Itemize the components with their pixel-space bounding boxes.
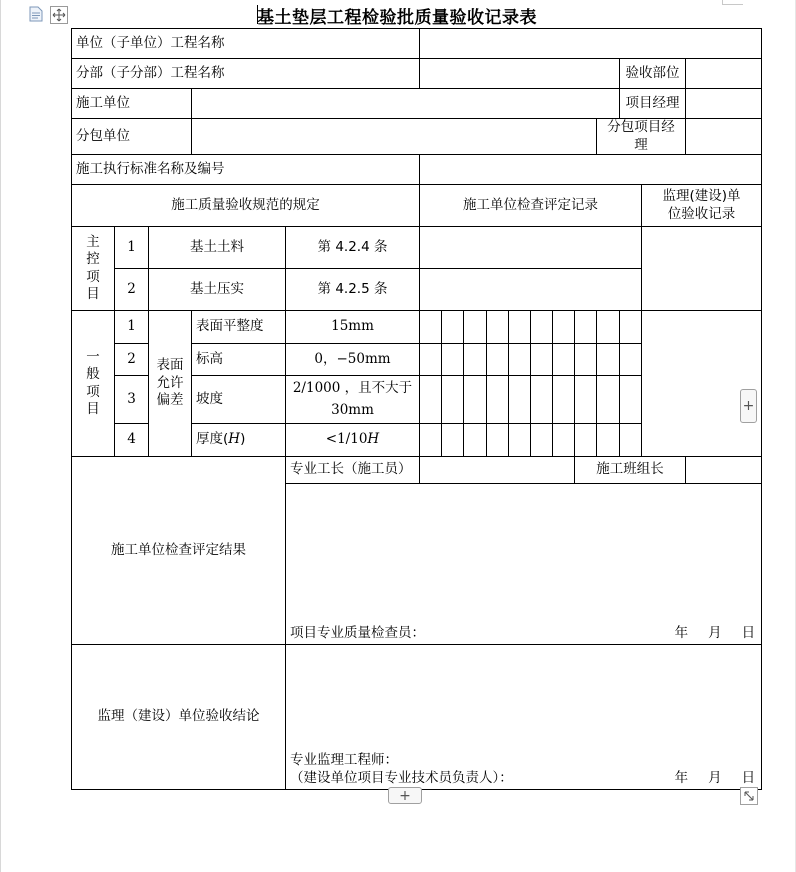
sub-project-input[interactable] — [420, 59, 620, 89]
general-item-name: 表面平整度 — [192, 311, 286, 344]
supervisor-conclusion-label: 监理（建设）单位验收结论 — [72, 645, 286, 790]
measurement-cell[interactable] — [464, 424, 487, 457]
subcontract-unit-input[interactable] — [192, 119, 597, 155]
main-item-clause: 第 4.2.5 条 — [286, 269, 420, 311]
measurement-cell[interactable] — [464, 376, 487, 424]
subcontract-unit-label: 分包单位 — [72, 119, 192, 155]
construction-result-label: 施工单位检查评定结果 — [72, 457, 286, 645]
page-corner-mark — [722, 0, 743, 5]
measurement-cell[interactable] — [531, 376, 553, 424]
subcontract-manager-label: 分包项目经理 — [597, 119, 686, 155]
measurement-cell[interactable] — [420, 344, 442, 376]
measurement-cell[interactable] — [597, 424, 620, 457]
measurement-cell[interactable] — [442, 311, 464, 344]
general-item-name: 厚度(H) — [192, 424, 286, 457]
project-manager-input[interactable] — [686, 89, 762, 119]
main-item-record-cell[interactable] — [420, 227, 642, 269]
owner-representative-label: （建设单位项目专业技术员负责人）： — [290, 769, 513, 786]
inspection-record-table — [71, 28, 762, 790]
main-control-label: 主 控 项 目 — [72, 227, 115, 311]
construction-unit-input[interactable] — [192, 89, 620, 119]
measurement-cell[interactable] — [487, 344, 509, 376]
measurement-cell[interactable] — [487, 424, 509, 457]
general-item-number: 2 — [115, 344, 149, 376]
measurement-cell[interactable] — [420, 311, 442, 344]
general-item-number: 3 — [115, 376, 149, 424]
tolerance-group-label: 表面 允许 偏差 — [149, 311, 192, 457]
spec-column-header: 施工质量验收规范的规定 — [72, 185, 420, 227]
signature-date: 年 月 日 — [674, 769, 756, 786]
foreman-label: 专业工长（施工员） — [286, 457, 420, 484]
general-item-number: 1 — [115, 311, 149, 344]
measurement-cell[interactable] — [597, 376, 620, 424]
foreman-input[interactable] — [420, 457, 575, 484]
measurement-cell[interactable] — [509, 344, 531, 376]
general-item-number: 4 — [115, 424, 149, 457]
measurement-cell[interactable] — [620, 344, 642, 376]
team-leader-label: 施工班组长 — [575, 457, 686, 484]
measurement-cell[interactable] — [531, 311, 553, 344]
document-icon — [29, 6, 43, 22]
measurement-cell[interactable] — [509, 311, 531, 344]
general-item-value: <1/10H — [286, 424, 420, 457]
main-item-clause: 第 4.2.4 条 — [286, 227, 420, 269]
page-edge — [0, 0, 1, 872]
main-supervisor-cell[interactable] — [642, 227, 762, 311]
measurement-cell[interactable] — [553, 376, 575, 424]
supervisor-column-header: 监理(建设)单 位验收记录 — [642, 185, 762, 227]
main-item-number: 1 — [115, 227, 149, 269]
main-item-name: 基土土料 — [149, 227, 286, 269]
measurement-cell[interactable] — [575, 311, 597, 344]
measurement-cell[interactable] — [575, 344, 597, 376]
measurement-cell[interactable] — [620, 424, 642, 457]
check-record-column-header: 施工单位检查评定记录 — [420, 185, 642, 227]
main-item-number: 2 — [115, 269, 149, 311]
general-item-name: 坡度 — [192, 376, 286, 424]
acceptance-part-input[interactable] — [686, 59, 762, 89]
measurement-cell[interactable] — [509, 376, 531, 424]
measurement-cell[interactable] — [575, 376, 597, 424]
measurement-cell[interactable] — [620, 311, 642, 344]
general-item-value: 15mm — [286, 311, 420, 344]
measurement-cell[interactable] — [487, 376, 509, 424]
unit-project-input[interactable] — [420, 29, 762, 59]
measurement-cell[interactable] — [553, 344, 575, 376]
general-item-name: 标高 — [192, 344, 286, 376]
subcontract-manager-input[interactable] — [686, 119, 762, 155]
general-supervisor-cell[interactable] — [642, 311, 762, 457]
signature-date: 年 月 日 — [674, 624, 756, 641]
measurement-cell[interactable] — [575, 424, 597, 457]
team-leader-input[interactable] — [686, 457, 762, 484]
measurement-cell[interactable] — [531, 344, 553, 376]
general-item-value: 2/1000 ，且不大于 30mm — [286, 376, 420, 424]
measurement-cell[interactable] — [420, 424, 442, 457]
project-manager-label: 项目经理 — [620, 89, 686, 119]
measurement-cell[interactable] — [487, 311, 509, 344]
measurement-cell[interactable] — [597, 344, 620, 376]
measurement-cell[interactable] — [553, 424, 575, 457]
quality-inspector-label: 项目专业质量检查员： — [290, 624, 425, 641]
standard-input[interactable] — [420, 155, 762, 185]
measurement-cell[interactable] — [597, 311, 620, 344]
measurement-cell[interactable] — [420, 376, 442, 424]
document-title[interactable]: 基土垫层工程检验批质量验收记录表 — [257, 8, 537, 28]
construction-result-cell[interactable] — [286, 484, 762, 645]
add-row-button[interactable]: + — [388, 787, 422, 804]
measurement-cell[interactable] — [464, 311, 487, 344]
measurement-cell[interactable] — [531, 424, 553, 457]
main-item-name: 基土压实 — [149, 269, 286, 311]
acceptance-part-label: 验收部位 — [620, 59, 686, 89]
construction-unit-label: 施工单位 — [72, 89, 192, 119]
general-item-label: 一 般 项 目 — [72, 311, 115, 457]
table-resize-icon[interactable] — [740, 787, 758, 805]
measurement-cell[interactable] — [442, 344, 464, 376]
measurement-cell[interactable] — [442, 376, 464, 424]
measurement-cell[interactable] — [442, 424, 464, 457]
standard-label: 施工执行标准名称及编号 — [72, 155, 420, 185]
measurement-cell[interactable] — [509, 424, 531, 457]
table-move-handle-icon[interactable] — [50, 6, 68, 24]
unit-project-label: 单位（子单位）工程名称 — [72, 29, 420, 59]
measurement-cell[interactable] — [553, 311, 575, 344]
supervisor-conclusion-cell[interactable] — [286, 645, 762, 790]
main-item-record-cell[interactable] — [420, 269, 642, 311]
sub-project-label: 分部（子分部）工程名称 — [72, 59, 420, 89]
measurement-cell[interactable] — [620, 376, 642, 424]
supervising-engineer-label: 专业监理工程师： — [290, 752, 398, 768]
add-column-button[interactable]: + — [740, 389, 757, 423]
measurement-cell[interactable] — [464, 344, 487, 376]
general-item-value: 0，−50mm — [286, 344, 420, 376]
